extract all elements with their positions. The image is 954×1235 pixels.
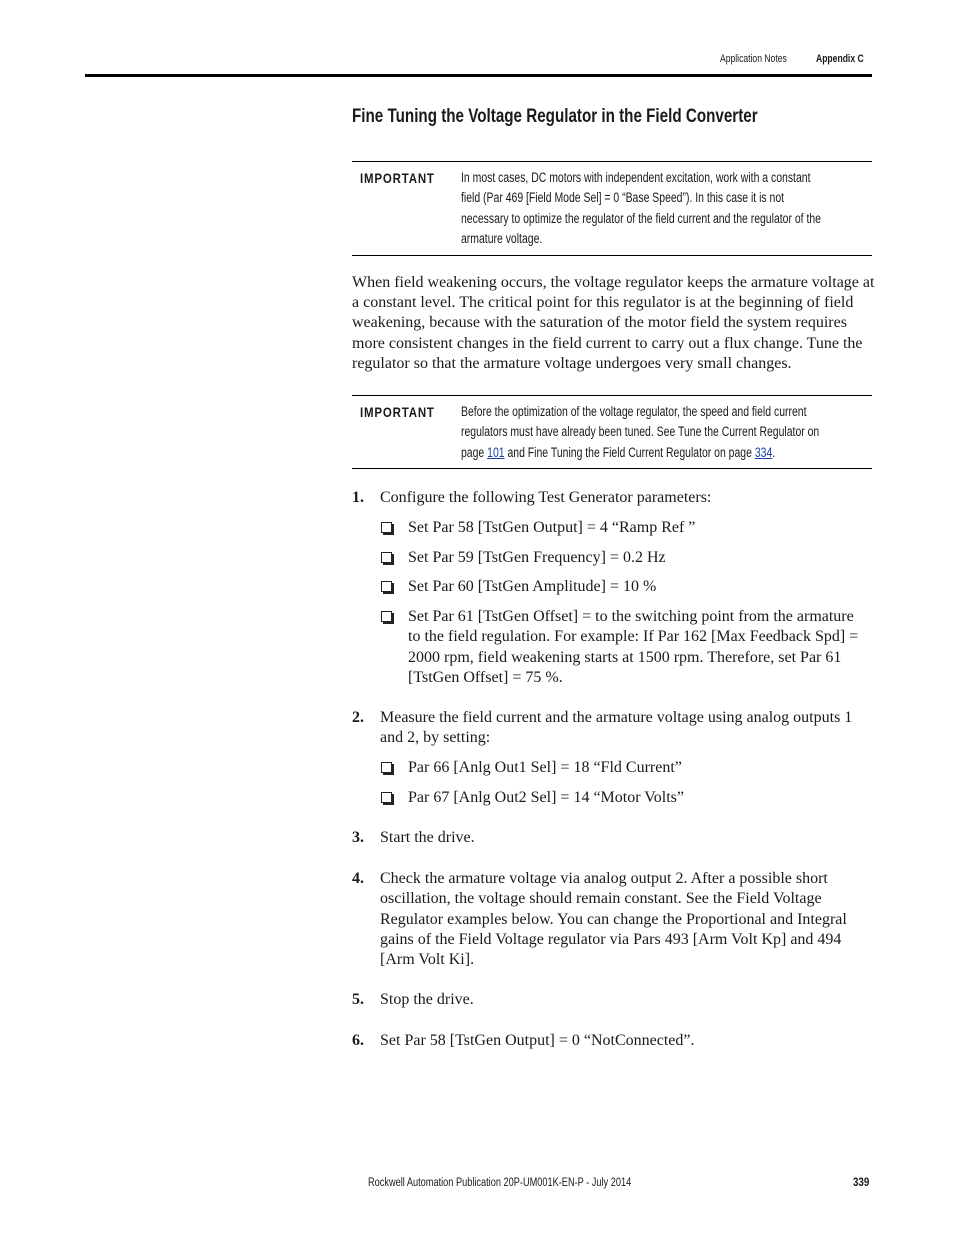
note-line: page 101 and Fine Tuning the Field Current Regulator on page 334.	[461, 444, 776, 460]
step-number: 4.	[352, 870, 364, 887]
header-appendix: Appendix C	[816, 53, 864, 65]
paragraph-line: regulator so that the armature voltage undergoes very small changes.	[352, 354, 792, 372]
note-line: In most cases, DC motors with independent excitation, work with a constant	[461, 170, 811, 185]
important-note-text	[461, 402, 871, 463]
footer-publication: Rockwell Automation Publication 20P-UM001K-EN-P - July 2014	[368, 1177, 632, 1189]
note-line: Before the optimization of the voltage regulator, the speed and field current	[461, 404, 807, 419]
paragraph-line: weakening, because with the saturation of the motor field the system requires	[352, 314, 847, 332]
checkbox-icon	[381, 611, 392, 622]
step-number: 3.	[352, 829, 364, 846]
step-text: Start the drive.	[380, 829, 475, 846]
paragraph-line: a constant level. The critical point for this regulator is at the beginning of field	[352, 294, 854, 312]
step-text: Stop the drive.	[380, 991, 474, 1008]
important-note-text	[461, 168, 871, 249]
note-line: armature voltage.	[461, 230, 543, 246]
important-label: IMPORTANT	[360, 170, 435, 186]
page-334-link[interactable]: 334	[754, 444, 773, 460]
body-paragraph	[352, 273, 875, 374]
step-number: 1.	[352, 489, 364, 506]
checkbox-icon	[381, 552, 392, 563]
header-rule	[85, 74, 872, 77]
checkbox-icon	[381, 762, 392, 773]
important-note-1	[352, 161, 872, 256]
paragraph-line: more consistent changes in the field current to carry out a flux change. Tune the	[352, 334, 863, 352]
step-number: 6.	[352, 1032, 364, 1049]
step-text: Check the armature voltage via analog output 2. After a possible short oscillation, the voltage should remain constant. See the Field Voltage Regulator examples below. You can change the Proportional and Integral gains of the Field Voltage regulator via Pars 493 [Arm Volt Kp] and 494 [Arm Volt Ki].	[380, 870, 847, 969]
step-number: 5.	[352, 991, 364, 1008]
step-text: Set Par 58 [TstGen Output] = 0 “NotConnected”.	[380, 1032, 695, 1049]
checkbox-icon	[381, 792, 392, 803]
paragraph-line: When field weakening occurs, the voltage regulator keeps the armature voltage at	[352, 274, 875, 291]
important-note-2	[352, 395, 872, 469]
step-text: Measure the field current and the armature voltage using analog outputs 1 and 2, by setting:	[380, 709, 853, 747]
checkbox-icon	[381, 581, 392, 592]
header-section-name: Application Notes	[720, 53, 787, 65]
note-line: necessary to optimize the regulator of the field current and the regulator of the	[461, 210, 821, 226]
section-title: Fine Tuning the Voltage Regulator in the Field Converter	[352, 106, 758, 127]
note-line: field (Par 469 [Field Mode Sel] = 0 “Base Speed”). In this case it is not	[461, 190, 785, 206]
page-number: 339	[853, 1177, 870, 1189]
step-text: Configure the following Test Generator parameters:	[380, 489, 712, 506]
note-line: regulators must have already been tuned. See Tune the Current Regulator on	[461, 424, 820, 440]
page-101-link[interactable]: 101	[487, 444, 505, 460]
step-number: 2.	[352, 709, 364, 726]
checkbox-icon	[381, 522, 392, 533]
important-label: IMPORTANT	[360, 404, 435, 420]
